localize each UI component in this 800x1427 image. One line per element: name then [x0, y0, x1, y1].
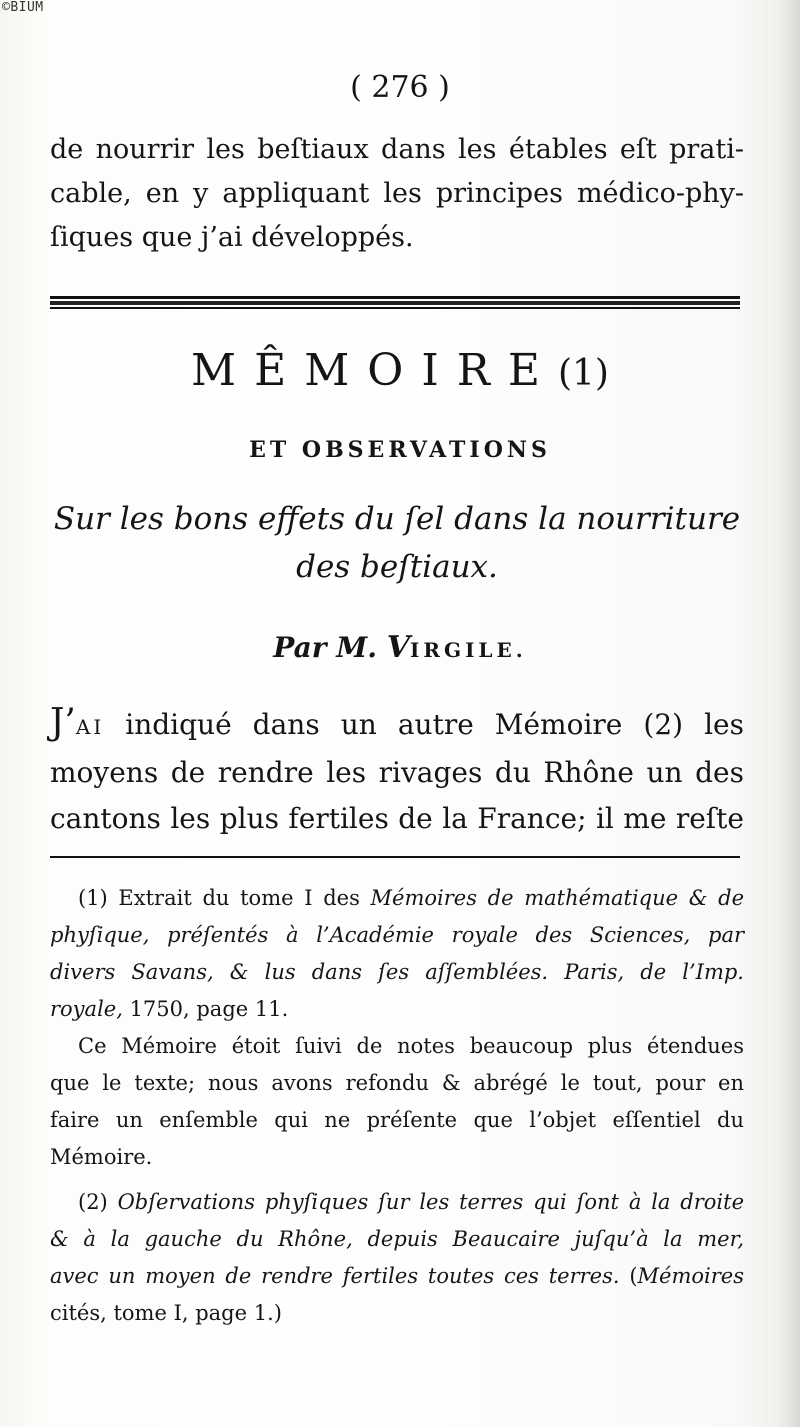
text-line: ſiques que j’ai développés. [50, 222, 414, 253]
footnote-2-line: cités, tome I, page 1.) [50, 1301, 282, 1325]
author-initial: V [386, 630, 411, 665]
footnote-1-line [50, 991, 744, 1028]
section-divider [50, 296, 740, 309]
main-paragraph [50, 700, 744, 842]
footnote-1-cont-line: Mémoire. [50, 1145, 153, 1169]
footnote-divider [50, 856, 740, 858]
footnote-italic: avec un moyen de rendre fertiles toutes ces terres. [50, 1264, 620, 1288]
small-caps: AI [75, 715, 105, 739]
footnote-1-cont-line: Ce Mémoire étoit ſuivi de notes beaucoup plus étendues [78, 1034, 744, 1058]
footnote-text: (1) Extrait du tome I des [78, 886, 371, 910]
footnotes [50, 880, 744, 1332]
text-line: cantons les plus fertiles de la France; il me reſte [50, 802, 744, 835]
title-text: MÊMOIRE [191, 345, 558, 396]
text-line [50, 700, 744, 750]
footnote-2-line: & à la gauche du Rhône, depuis Beaucaire juſqu’à la mer, [50, 1227, 744, 1251]
author-prefix: Par M. [273, 631, 377, 664]
text-line: de nourrir les beſtiaux dans les étables eſt prati- [50, 134, 744, 165]
footnote-italic: Mémoires de mathématique & de [370, 886, 744, 910]
footnote-text: (2) [78, 1190, 118, 1214]
footnote-text: ( [619, 1264, 638, 1288]
footnote-gap [50, 1176, 744, 1184]
footnote-2-line [50, 1258, 744, 1295]
footnote-1-line: divers Savans, & lus dans ſes aſſemblées. Paris, de l’Imp. [50, 960, 744, 984]
footnote-1-line: phyſique, préſentés à l’Académie royale des Sciences, par [50, 923, 744, 947]
footnote-italic: Mémoires [637, 1264, 744, 1288]
footnote-2-line [50, 1184, 744, 1221]
page-edge-shadow [778, 0, 800, 1427]
memoir-subtitle: ET OBSERVATIONS [249, 437, 551, 463]
footnote-italic: royale, [50, 997, 123, 1021]
italic-title-line: des beſtiaux. [296, 549, 498, 585]
page-number: ( 276 ) [350, 70, 450, 105]
drop-cap: J’ [50, 702, 76, 743]
line-rest: indiqué dans un autre Mémoire (2) les [104, 708, 744, 741]
intro-paragraph [50, 128, 744, 260]
title-note-ref: (1) [557, 353, 609, 394]
library-watermark: ©BIUM [2, 0, 44, 15]
author-line [0, 630, 800, 665]
footnote-text: 1750, page 11. [122, 997, 289, 1021]
text-line: moyens de rendre les rivages du Rhône un des [50, 756, 744, 789]
footnote-italic: Obſervations phyſiques ſur les terres qui ſont à la droite [117, 1190, 744, 1214]
text-line: cable, en y appliquant les principes médico-phy- [50, 178, 744, 209]
author-name: IRGILE. [410, 638, 527, 662]
footnote-1-cont-line: que le texte; nous avons refondu & abrégé le tout, pour en [50, 1071, 744, 1095]
footnote-1-line [50, 880, 744, 917]
memoir-italic-title [50, 495, 744, 591]
memoir-title [0, 345, 800, 396]
italic-title-line: Sur les bons effets du ſel dans la nourriture [53, 501, 741, 537]
footnote-1-cont-line: faire un enſemble qui ne préſente que l’objet eſſentiel du [50, 1108, 744, 1132]
